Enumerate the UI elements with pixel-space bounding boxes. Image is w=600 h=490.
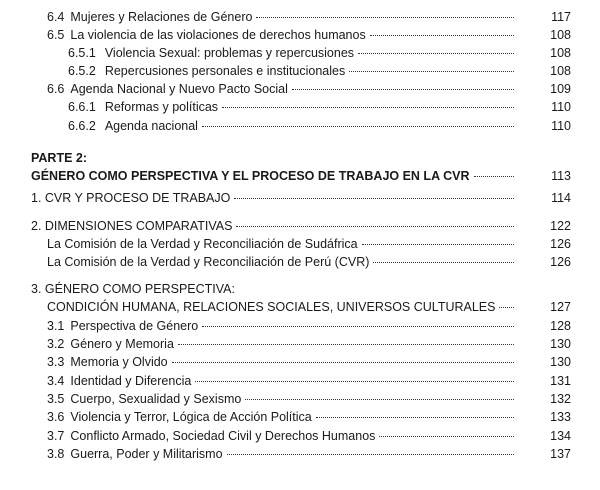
leader-dots <box>362 244 514 245</box>
entry-page: 113 <box>551 169 571 183</box>
entry-label: Mujeres y Relaciones de Género <box>70 10 253 24</box>
entry-page: 110 <box>551 100 571 114</box>
entry-page: 130 <box>550 337 571 351</box>
toc-entry <box>47 428 522 444</box>
entry-number: 3.1 <box>47 319 65 333</box>
toc-entry <box>68 99 522 115</box>
entry-number: 6.6.2 <box>68 119 96 133</box>
toc-entry <box>47 254 522 270</box>
entry-label: Agenda nacional <box>104 119 198 133</box>
entry-number: 3.7 <box>47 429 65 443</box>
leader-dots <box>202 326 514 327</box>
entry-number: 6.6.1 <box>68 100 96 114</box>
entry-page: 137 <box>550 447 571 461</box>
toc-entry <box>47 391 522 407</box>
toc-entry <box>47 446 522 462</box>
entry-page: 117 <box>551 10 571 24</box>
entry-page: 127 <box>550 300 571 314</box>
section-heading: 3. GÉNERO COMO PERSPECTIVA: <box>31 282 235 296</box>
leader-dots <box>499 307 514 308</box>
toc-entry <box>47 81 522 97</box>
toc-entry <box>68 118 522 134</box>
entry-number: 6.6 <box>47 82 65 96</box>
entry-page: 109 <box>550 82 571 96</box>
entry-number: 3.2 <box>47 337 65 351</box>
entry-page: 131 <box>550 374 571 388</box>
entry-label: Repercusiones personales e institucionales <box>104 64 346 78</box>
toc-entry <box>47 354 522 370</box>
leader-dots <box>245 399 514 400</box>
toc-entry <box>47 373 522 389</box>
leader-dots <box>379 436 514 437</box>
entry-page: 126 <box>550 255 571 269</box>
entry-label: Género y Memoria <box>70 337 174 351</box>
leader-dots <box>292 89 514 90</box>
toc-entry <box>47 318 522 334</box>
entry-page: 108 <box>550 46 571 60</box>
leader-dots <box>227 454 514 455</box>
leader-dots <box>236 226 514 227</box>
toc-entry <box>47 236 522 252</box>
entry-page: 132 <box>550 392 571 406</box>
entry-number: 3.3 <box>47 355 65 369</box>
entry-page: 110 <box>551 119 571 133</box>
entry-page: 108 <box>550 28 571 42</box>
entry-number: 6.5 <box>47 28 65 42</box>
entry-label: Cuerpo, Sexualidad y Sexismo <box>70 392 242 406</box>
entry-number: 3.6 <box>47 410 65 424</box>
entry-label: Violencia Sexual: problemas y repercusiones <box>104 46 355 60</box>
part-title-entry <box>31 168 522 184</box>
entry-label: 2. DIMENSIONES COMPARATIVAS <box>31 219 233 233</box>
leader-dots <box>178 344 514 345</box>
toc-entry <box>47 27 522 43</box>
toc-entry <box>31 190 522 206</box>
entry-number: 3.8 <box>47 447 65 461</box>
entry-page: 133 <box>550 410 571 424</box>
leader-dots <box>370 35 514 36</box>
toc-entry <box>47 409 522 425</box>
entry-label: Violencia y Terror, Lógica de Acción Política <box>70 410 312 424</box>
entry-number: 3.5 <box>47 392 65 406</box>
entry-label: La Comisión de la Verdad y Reconciliación de Sudáfrica <box>47 237 358 251</box>
leader-dots <box>373 262 514 263</box>
leader-dots <box>234 198 514 199</box>
part-title: GÉNERO COMO PERSPECTIVA Y EL PROCESO DE TRABAJO EN LA CVR <box>31 169 470 183</box>
entry-page: 126 <box>550 237 571 251</box>
leader-dots <box>316 417 514 418</box>
entry-label: La Comisión de la Verdad y Reconciliación de Perú (CVR) <box>47 255 370 269</box>
entry-label: 1. CVR Y PROCESO DE TRABAJO <box>31 191 231 205</box>
entry-label: Reformas y políticas <box>104 100 219 114</box>
entry-number: 3.4 <box>47 374 65 388</box>
entry-page: 108 <box>550 64 571 78</box>
entry-label: Agenda Nacional y Nuevo Pacto Social <box>70 82 288 96</box>
leader-dots <box>256 17 514 18</box>
entry-label: Memoria y Olvido <box>70 355 168 369</box>
leader-dots <box>195 381 514 382</box>
entry-label: La violencia de las violaciones de derechos humanos <box>70 28 366 42</box>
leader-dots <box>474 176 515 177</box>
entry-page: 134 <box>550 429 571 443</box>
leader-dots <box>222 107 514 108</box>
part-heading: PARTE 2: <box>31 151 88 165</box>
entry-label: Guerra, Poder y Militarismo <box>70 447 223 461</box>
toc-entry <box>68 45 522 61</box>
leader-dots <box>172 362 514 363</box>
leader-dots <box>349 71 514 72</box>
entry-page: 114 <box>551 191 571 205</box>
entry-label: Conflicto Armado, Sociedad Civil y Derechos Humanos <box>70 429 376 443</box>
toc-entry <box>31 218 522 234</box>
entry-label: Perspectiva de Género <box>70 319 199 333</box>
entry-page: 128 <box>550 319 571 333</box>
toc-entry <box>47 336 522 352</box>
entry-number: 6.5.2 <box>68 64 96 78</box>
entry-number: 6.4 <box>47 10 65 24</box>
leader-dots <box>358 53 514 54</box>
entry-page: 122 <box>550 219 571 233</box>
leader-dots <box>202 126 514 127</box>
section-subtitle: CONDICIÓN HUMANA, RELACIONES SOCIALES, UNIVERSOS CULTURALES <box>47 300 496 314</box>
entry-number: 6.5.1 <box>68 46 96 60</box>
toc-entry <box>47 9 522 25</box>
toc-entry <box>47 299 522 315</box>
toc-entry <box>68 63 522 79</box>
entry-label: Identidad y Diferencia <box>70 374 192 388</box>
entry-page: 130 <box>550 355 571 369</box>
